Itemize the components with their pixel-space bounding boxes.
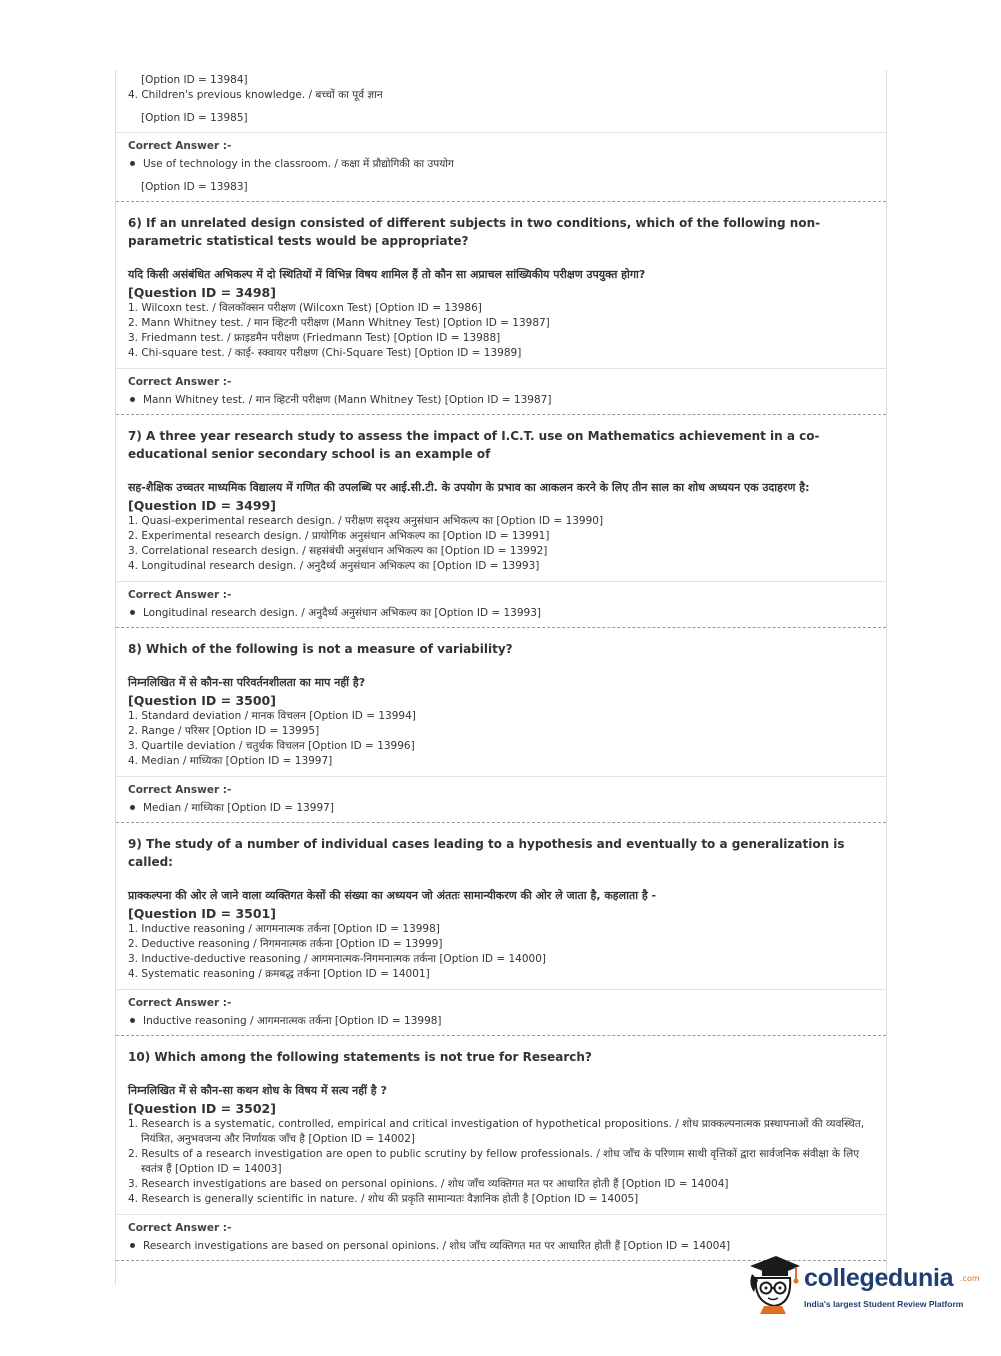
q7-correct-answer <box>116 582 886 627</box>
question-paper-page <box>115 70 887 1285</box>
bullet-icon <box>130 1018 135 1023</box>
option-item: 2. Experimental research design. / प्रायोगिक अनुसंधान अभिकल्प का [Option ID = 13991] <box>128 530 550 542</box>
option-item: 1. Quasi-experimental research design. / परीक्षण सदृश्य अनुसंधान अभिकल्प का [Option ID = 13990] <box>128 515 604 527</box>
question-hindi: सह-शैक्षिक उच्चतर माध्यमिक विद्यालय में गणित की उपलब्धि पर आई.सी.टी. के उपयोग के प्रभाव का आकलन करने के लिए तीन साल का शोध अध्ययन एक उदाहरण है: <box>128 481 810 494</box>
correct-answer-label: Correct Answer :- <box>128 589 232 601</box>
question-9 <box>116 823 886 982</box>
question-id: [Question ID = 3500] <box>128 693 276 708</box>
collegedunia-logo[interactable] <box>742 1252 980 1322</box>
option-item: 4. Longitudinal research design. / अनुदैर्ध्य अनुसंधान अभिकल्प का [Option ID = 13993] <box>128 560 540 572</box>
question-id: [Question ID = 3498] <box>128 285 276 300</box>
question-title: 6) If an unrelated design consisted of different subjects in two conditions, which of the following non-parametric statistical tests would be appropriate? <box>128 216 821 248</box>
q5-correct-answer <box>116 133 886 201</box>
correct-answer-label: Correct Answer :- <box>128 140 232 152</box>
option-item: 2. Deductive reasoning / निगमनात्मक तर्कना [Option ID = 13999] <box>128 938 443 950</box>
option-item: 3. Quartile deviation / चतुर्थक विचलन [Option ID = 13996] <box>128 740 415 752</box>
question-hindi: निम्नलिखित में से कौन-सा परिवर्तनशीलता का माप नहीं है? <box>128 676 366 689</box>
option-item: 3. Correlational research design. / सहसंबंधी अनुसंधान अभिकल्प का [Option ID = 13992] <box>128 545 548 557</box>
correct-answer-text: Mann Whitney test. / मान व्हिटनी परीक्षण (Mann Whitney Test) [Option ID = 13987] <box>143 394 552 406</box>
q6-correct-answer <box>116 369 886 414</box>
question-7 <box>116 415 886 574</box>
correct-answer-text: Median / माध्यिका [Option ID = 13997] <box>143 802 334 814</box>
option-item: 1. Standard deviation / मानक विचलन [Option ID = 13994] <box>128 710 416 722</box>
mascot-icon <box>742 1252 802 1314</box>
logo-domain-suffix: .com <box>960 1274 980 1283</box>
option-item: 3. Inductive-deductive reasoning / आगमनात्मक-निगमनात्मक तर्कना [Option ID = 14000] <box>128 953 546 965</box>
option-item: 2. Mann Whitney test. / मान व्हिटनी परीक्षण (Mann Whitney Test) [Option ID = 13987] <box>128 317 550 329</box>
option-item: 3. Friedmann test. / फ्राइडमैन परीक्षण (Friedmann Test) [Option ID = 13988] <box>128 332 501 344</box>
question-8 <box>116 628 886 769</box>
option-item: 3. Research investigations are based on personal opinions. / शोध जाँच व्यक्तिगत मत पर आधारित होती हैं [Option ID = 14004] <box>128 1178 729 1190</box>
correct-answer-label: Correct Answer :- <box>128 997 232 1009</box>
option-item: 1. Inductive reasoning / आगमनात्मक तर्कना [Option ID = 13998] <box>128 923 440 935</box>
question-id: [Question ID = 3499] <box>128 498 276 513</box>
q5-tail <box>116 70 886 126</box>
question-id: [Question ID = 3501] <box>128 906 276 921</box>
correct-answer-text: Research investigations are based on personal opinions. / शोध जाँच व्यक्तिगत मत पर आधारित होती हैं [Option ID = 14004] <box>143 1240 731 1252</box>
question-hindi: प्राक्कल्पना की ओर ले जाने वाला व्यक्तिगत केसों की संख्या का अध्ययन जो अंततः सामान्यीकरण की ओर ले जाता है, कहलाता है - <box>128 889 657 902</box>
option-item: 4. Children's previous knowledge. / बच्चों का पूर्व ज्ञान <box>128 89 383 101</box>
option-id: [Option ID = 13984] <box>141 74 248 86</box>
correct-answer-text: Longitudinal research design. / अनुदैर्ध्य अनुसंधान अभिकल्प का [Option ID = 13993] <box>143 607 542 619</box>
option-item: 2. Range / परिसर [Option ID = 13995] <box>128 725 320 737</box>
option-item: 4. Chi-square test. / काई- स्क्वायर परीक्षण (Chi-Square Test) [Option ID = 13989] <box>128 347 522 359</box>
bullet-icon <box>130 161 135 166</box>
correct-answer-label: Correct Answer :- <box>128 1222 232 1234</box>
option-item: 4. Systematic reasoning / क्रमबद्ध तर्कना [Option ID = 14001] <box>128 968 430 980</box>
q9-correct-answer <box>116 990 886 1035</box>
question-title: 9) The study of a number of individual cases leading to a hypothesis and eventually to a generalization is called: <box>128 837 845 869</box>
option-item: 1. Wilcoxn test. / विलकॉक्सन परीक्षण (Wilcoxn Test) [Option ID = 13986] <box>128 302 482 314</box>
bullet-icon <box>130 805 135 810</box>
question-6 <box>116 202 886 361</box>
question-hindi: निम्नलिखित में से कौन-सा कथन शोध के विषय में सत्य नहीं है ? <box>128 1084 387 1097</box>
option-item: 2. Results of a research investigation are open to public scrutiny by fellow professionals. / शोध जाँच के परिणाम साथी वृत्तिकों द्वारा सार्वजनिक संवीक्षा के लिए स्वतंत्र हैं [Option ID = 14003] <box>128 1148 860 1175</box>
option-item: 4. Median / माध्यिका [Option ID = 13997] <box>128 755 333 767</box>
question-hindi: यदि किसी असंबंधित अभिकल्प में दो स्थितियों में विभिन्न विषय शामिल हैं तो कौन सा अप्राचल सांख्यिकीय परीक्षण उपयुक्त होगा? <box>128 268 646 281</box>
option-id: [Option ID = 13983] <box>141 181 248 193</box>
question-title: 7) A three year research study to assess the impact of I.C.T. use on Mathematics achievement in a co-educational senior secondary school is an example of <box>128 429 820 461</box>
q8-correct-answer <box>116 777 886 822</box>
option-item: 4. Research is generally scientific in nature. / शोध की प्रकृति सामान्यतः वैज्ञानिक होती है [Option ID = 14005] <box>128 1193 639 1205</box>
question-10 <box>116 1036 886 1207</box>
correct-answer-text: Inductive reasoning / आगमनात्मक तर्कना [Option ID = 13998] <box>143 1015 442 1027</box>
question-id: [Question ID = 3502] <box>128 1101 276 1116</box>
option-id: [Option ID = 13985] <box>141 112 248 124</box>
option-item: 1. Research is a systematic, controlled, empirical and critical investigation of hypothetical propositions. / शोध प्राक्कल्पनात्मक प्रस्थापनाओं की व्यवस्थित, नियंत्रित, अनुभवजन्य और निर्णायक जाँच है [Option ID = 14002] <box>128 1118 865 1145</box>
bullet-icon <box>130 610 135 615</box>
bullet-icon <box>130 397 135 402</box>
correct-answer-text: Use of technology in the classroom. / कक्षा में प्रौद्योगिकी का उपयोग <box>143 158 454 170</box>
question-title: 8) Which of the following is not a measure of variability? <box>128 642 513 656</box>
correct-answer-label: Correct Answer :- <box>128 376 232 388</box>
bullet-icon <box>130 1243 135 1248</box>
logo-tagline: India's largest Student Review Platform <box>804 1299 964 1309</box>
correct-answer-label: Correct Answer :- <box>128 784 232 796</box>
question-title: 10) Which among the following statements is not true for Research? <box>128 1050 592 1064</box>
logo-wordmark: collegedunia <box>804 1264 954 1292</box>
